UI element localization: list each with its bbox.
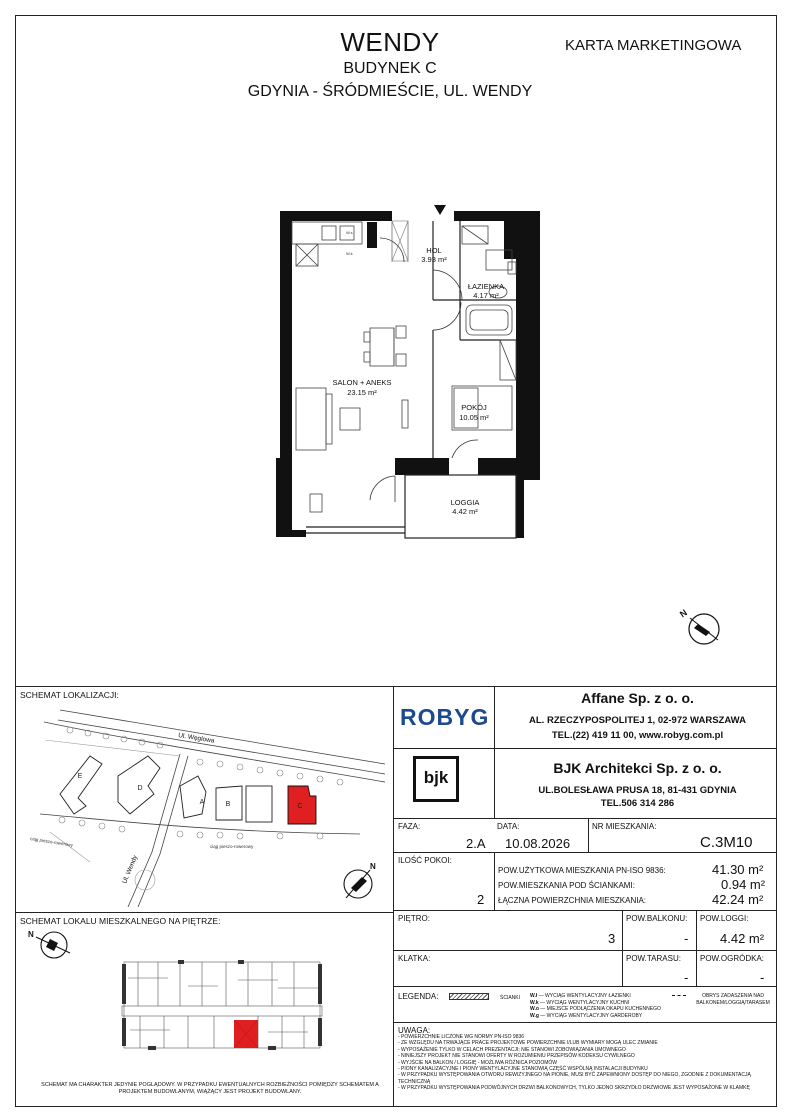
building-label-b: B xyxy=(225,801,231,808)
note-line: - POWIERZCHNIE LICZONE WG NORMY PN-ISO 9836 xyxy=(398,1034,525,1040)
room-label-salon: SALON + ANEKS xyxy=(332,378,392,387)
legend-walls-label: ŚCIANKI xyxy=(500,995,521,1001)
fixture-label-ws: W.s xyxy=(346,230,353,235)
legend-wall-swatch xyxy=(449,993,489,1000)
area-row-1-value: 41.30 m² xyxy=(712,862,764,877)
area-row-1-label: POW.UŻYTKOWA MIESZKANIA PN-ISO 9836: xyxy=(498,866,666,875)
developer-contact: TEL.(22) 419 11 00, www.robyg.com.pl xyxy=(551,730,724,741)
location-schema-title: SCHEMAT LOKALIZACJI: xyxy=(20,690,119,700)
notes-title: UWAGA: xyxy=(398,1026,431,1035)
balcony-value: - xyxy=(684,931,689,946)
loggia-value: 4.42 m² xyxy=(720,931,765,946)
garden-label: POW.OGRÓDKA: xyxy=(700,954,765,963)
data-label: DATA: xyxy=(497,822,520,831)
column-divider xyxy=(393,686,394,1107)
room-label-lazienka: ŁAZIENKA xyxy=(467,282,505,291)
floor-compass-icon xyxy=(22,925,82,965)
floor-value: 3 xyxy=(608,931,616,946)
faza-value: 2.A xyxy=(466,836,486,851)
rooms-value: 2 xyxy=(477,892,485,907)
path-label-1: ciąg pieszo-rowerowy xyxy=(30,836,74,848)
floor-schema-title: SCHEMAT LOKALU MIESZKALNEGO NA PIĘTRZE: xyxy=(20,916,221,926)
floor-label: PIĘTRO: xyxy=(398,914,431,923)
note-line: - ZE WZGLĘDU NA TRWAJĄCE PRACE PROJEKTOWE POWIERZCHNIE I/LUB WYMIARY MOGĄ ULEC ZMIANIE xyxy=(398,1040,658,1047)
apartment-floor-plan xyxy=(270,200,550,545)
room-label-pokoj: POKÓJ xyxy=(461,403,487,412)
building-label-a: A xyxy=(199,799,205,806)
project-title: WENDY xyxy=(340,27,440,57)
bjk-logo-text: bjk xyxy=(423,768,449,787)
entrance-arrow xyxy=(434,205,446,215)
nr-value: C.3M10 xyxy=(700,834,753,851)
fixture-label-wk: W.k xyxy=(346,251,353,256)
floor-schema-plan xyxy=(118,958,330,1054)
note-line: - WYJŚCIE NA BALKON / LOGGIĘ - MOŻLIWA RÓŻNICA POZIOMÓW xyxy=(398,1059,557,1066)
room-area-lazienka: 4.17 m² xyxy=(473,291,499,300)
north-compass-icon xyxy=(676,602,726,652)
stair-label: KLATKA: xyxy=(398,954,431,963)
architect-phone: TEL.506 314 286 xyxy=(600,798,675,809)
bjk-logo xyxy=(413,756,459,802)
location-name: GDYNIA - ŚRÓDMIEŚCIE, UL. WENDY xyxy=(247,83,533,100)
left-divider xyxy=(15,912,393,913)
legend-item: W.o — MIEJSCE PODŁĄCZENIA OKAPU KUCHENNEGO xyxy=(530,1006,661,1012)
legend-list xyxy=(530,993,661,1019)
building-label-d: D xyxy=(137,785,143,792)
building-name: BUDYNEK C xyxy=(343,60,437,77)
street-label-wendy: Ul. Wendy xyxy=(121,854,140,885)
note-line: - PIONY KANALIZACYJNE I PIONY WENTYLACYJNE STANOWIĄ CZĘŚĆ WSPÓLNĄ INSTALACJI BUDYNKU xyxy=(398,1066,648,1073)
legend-item: W.k — WYCIĄG WENTYLACYJNY KUCHNI xyxy=(530,999,630,1006)
location-compass-icon xyxy=(336,856,386,906)
loggia-label: POW.LOGGI: xyxy=(700,914,749,923)
rooms-label: ILOŚĆ POKOI: xyxy=(398,856,452,865)
area-row-2-value: 0.94 m² xyxy=(721,877,766,892)
page-frame xyxy=(15,15,777,1107)
terrace-value: - xyxy=(684,970,689,985)
data-value: 10.08.2026 xyxy=(505,836,571,851)
architect-name: BJK Architekci Sp. z o. o. xyxy=(553,760,722,776)
room-label-hol: HOL xyxy=(426,246,442,255)
area-row-3-value: 42.24 m² xyxy=(712,892,764,907)
note-line: - NINIEJSZY PROJEKT NIE STANOWI OFERTY W ROZUMIENIU PRZEPISÓW KODEKSU CYWILNEGO xyxy=(398,1053,635,1060)
room-label-loggia: LOGGIA xyxy=(450,498,480,507)
room-area-salon: 23.15 m² xyxy=(347,388,377,397)
compass-north-label: N xyxy=(677,607,689,620)
robyg-logo: ROBYG xyxy=(400,704,490,730)
balcony-label: POW.BALKONU: xyxy=(626,914,688,923)
street-label-weglowa: Ul. Węglowa xyxy=(177,732,215,745)
room-area-loggia: 4.42 m² xyxy=(452,507,478,516)
legend-outline-line xyxy=(672,995,686,996)
developer-name: Affane Sp. z o. o. xyxy=(581,690,694,706)
garden-value: - xyxy=(760,970,765,985)
area-row-3-label: ŁĄCZNA POWIERZCHNIA MIESZKANIA: xyxy=(498,896,647,905)
section-divider xyxy=(15,686,777,687)
terrace-label: POW.TARASU: xyxy=(626,954,681,963)
area-row-2-label: POW.MIESZKANIA POD ŚCIANKAMI: xyxy=(498,881,635,890)
notes-list xyxy=(398,1034,773,1092)
note-line: - WYPOSAŻENIE TYLKO W CELACH PREZENTACJI; NIE STANOWI ZOBOWIĄZANIA UMOWNEGO xyxy=(398,1046,626,1053)
location-compass-n: N xyxy=(370,862,376,871)
note-line: - W PRZYPADKU WYSTĘPOWANIA OTWORU REWIZYJNEGO NA PIONIE, MUSI BYĆ ZAPEWNIONY DOSTĘP DO NIEGO, ZGODNIE Z DOKUMENTACJĄ TECHNICZNĄ xyxy=(398,1072,751,1085)
schema-disclaimer: SCHEMAT MA CHARAKTER JEDYNIE POGLĄDOWY. W PRZYPADKU EWENTUALNYCH ROZBIEŻNOŚCI POMIĘDZY SCHEMATEM A PROJEKTEM BUDOWLANYM, WIĄŻĄCY JEST PROJEKT BUDOWLANY. xyxy=(41,1082,379,1095)
developer-address: AL. RZECZYPOSPOLITEJ 1, 02-972 WARSZAWA xyxy=(529,715,746,726)
legend-item: W.g — WYCIĄG WENTYLACYJNY GARDEROBY xyxy=(530,1012,643,1019)
building-label-e: E xyxy=(77,773,83,780)
note-line: - W PRZYPADKU WYSTĘPOWANIA PODWÓJNYCH DRZWI BALKONOWYCH, TYLKO JEDNO SKRZYDŁO DRZWIOWE JEST WYPOSAŻONE W KLAMKĘ xyxy=(398,1085,750,1092)
architect-address: UL.BOLESŁAWA PRUSA 18, 81-431 GDYNIA xyxy=(538,785,737,796)
room-area-pokoj: 10.05 m² xyxy=(459,413,489,422)
card-type: KARTA MARKETINGOWA xyxy=(565,37,742,54)
floor-compass-n: N xyxy=(28,930,34,939)
legend-item: W.ł — WYCIĄG WENTYLACYJNY ŁAZIENKI xyxy=(530,993,631,999)
building-label-c: C xyxy=(297,803,303,810)
path-label-2: ciąg pieszo-rowerowy xyxy=(210,844,254,849)
legend-title: LEGENDA: xyxy=(398,992,439,1001)
faza-label: FAZA: xyxy=(398,822,421,831)
nr-label: NR MIESZKANIA: xyxy=(592,822,657,831)
room-area-hol: 3.93 m² xyxy=(421,255,447,264)
legend-outline-label: OBRYS ZADASZENIA NAD BALKONEM/LOGGIĄ/TARASEM xyxy=(696,993,770,1006)
